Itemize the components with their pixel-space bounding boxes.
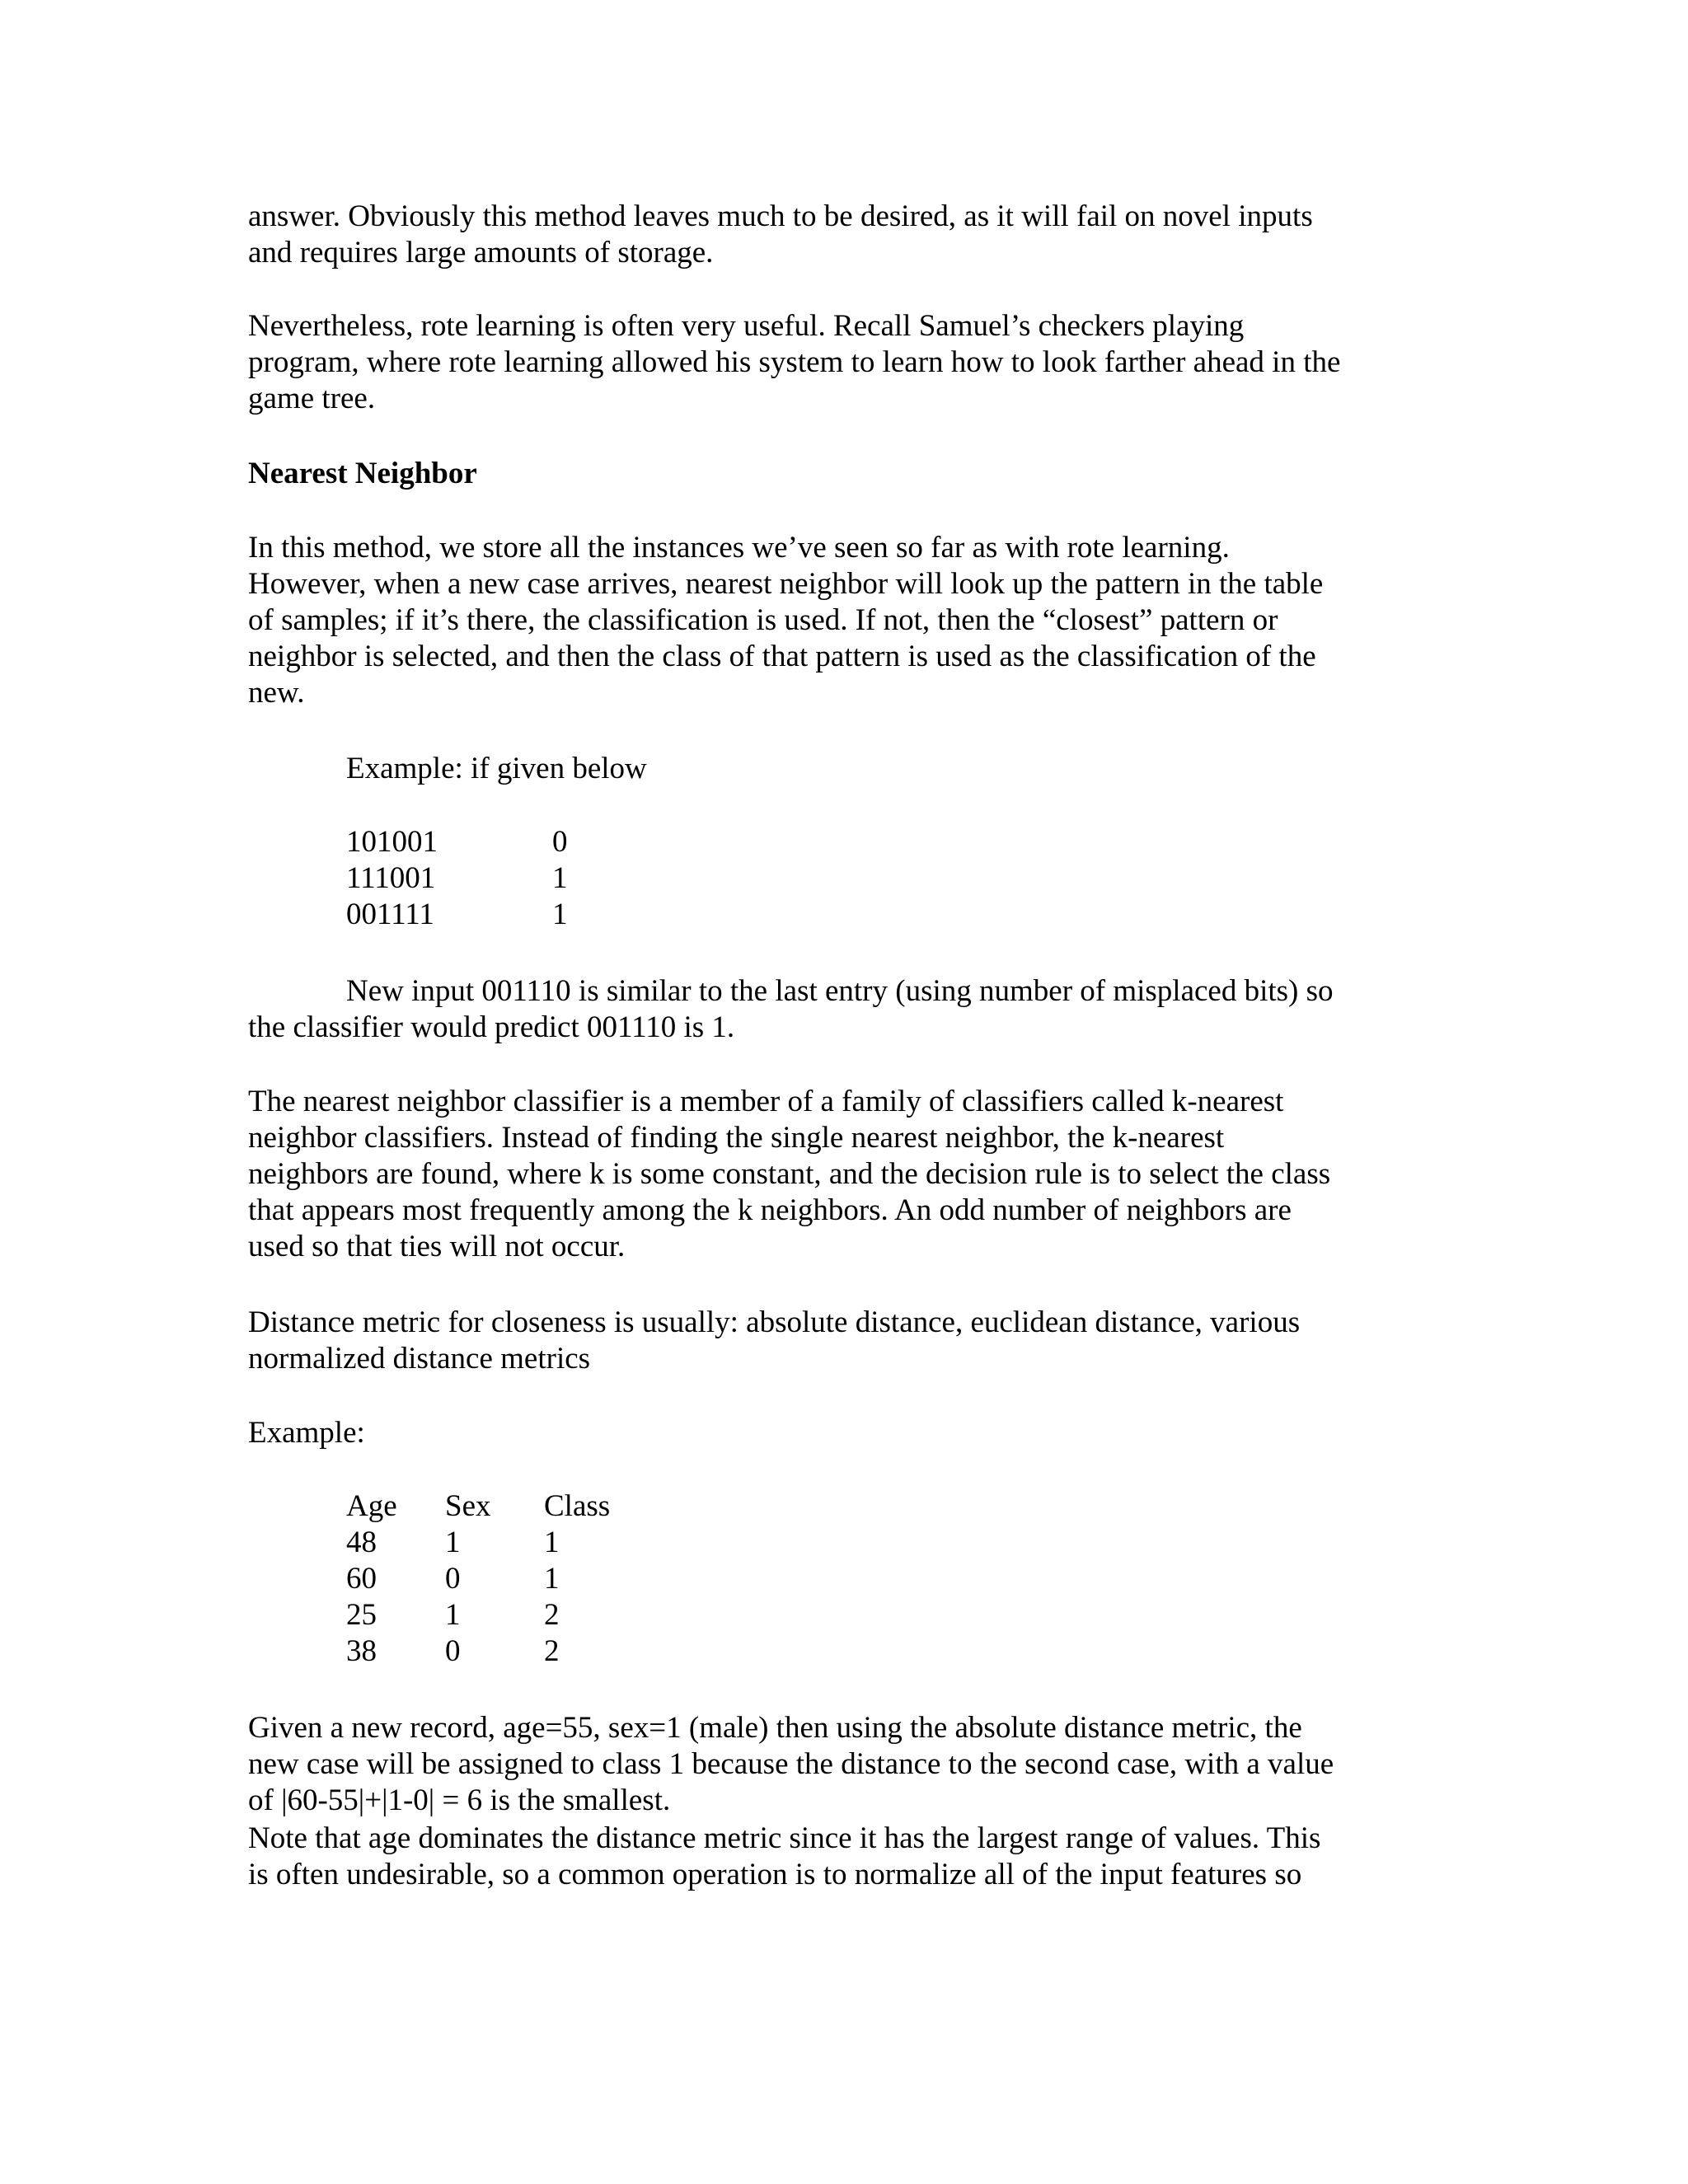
- heading-text: Nearest Neighbor: [248, 457, 477, 490]
- paragraph-rote-learning-useful: [248, 308, 1451, 417]
- column-header: Age: [346, 1489, 397, 1523]
- text-line: is often undesirable, so a common operation is to normalize all of the input features so: [248, 1858, 1302, 1891]
- paragraph-distance-metric: [248, 1305, 1451, 1377]
- table-cell: 0: [445, 1562, 461, 1596]
- text-line: neighbor classifiers. Instead of finding the single nearest neighbor, the k-nearest: [248, 1121, 1225, 1155]
- text-line: neighbors are found, where k is some constant, and the decision rule is to select the class: [248, 1157, 1331, 1191]
- paragraph-rote-learning-drawback: [248, 199, 1451, 271]
- table-cell: 60: [346, 1562, 377, 1596]
- table-cell: 1: [445, 1598, 461, 1632]
- text-line: the classifier would predict 001110 is 1.: [248, 1010, 735, 1044]
- text-line: Example: if given below: [346, 752, 647, 785]
- table-cell: 1: [544, 1526, 560, 1559]
- text-line: and requires large amounts of storage.: [248, 236, 714, 269]
- table-cell: 1: [552, 898, 568, 931]
- table-cell: 1: [544, 1562, 560, 1596]
- text-line: The nearest neighbor classifier is a member of a family of classifiers called k-nearest: [248, 1085, 1284, 1118]
- text-line: normalized distance metrics: [248, 1342, 591, 1376]
- text-line: Given a new record, age=55, sex=1 (male) then using the absolute distance metric, the: [248, 1711, 1302, 1745]
- text-line: of samples; if it’s there, the classification is used. If not, then the “closest” pattern or: [248, 603, 1278, 637]
- column-header: Sex: [445, 1489, 491, 1523]
- text-line: Example:: [248, 1416, 365, 1450]
- bits-example-table: [346, 824, 602, 933]
- text-line: answer. Obviously this method leaves much to be desired, as it will fail on novel inputs: [248, 199, 1313, 233]
- text-line: that appears most frequently among the k neighbors. An odd number of neighbors are: [248, 1193, 1292, 1227]
- table-cell: 2: [544, 1598, 560, 1632]
- table-cell: 0: [445, 1634, 461, 1668]
- table-cell: 25: [346, 1598, 377, 1632]
- example-intro: [346, 751, 1550, 787]
- table-cell: 2: [544, 1634, 560, 1668]
- example-intro: [248, 1415, 1451, 1451]
- age-sex-class-table: [346, 1488, 643, 1670]
- paragraph-new-input-example: [248, 973, 1451, 1046]
- table-cell: 48: [346, 1526, 377, 1559]
- table-row: [346, 1597, 643, 1633]
- text-line: program, where rote learning allowed his system to learn how to look farther ahead in the: [248, 345, 1341, 379]
- table-row: [346, 1561, 643, 1597]
- section-heading: [248, 456, 1451, 492]
- text-line: used so that ties will not occur.: [248, 1230, 626, 1263]
- table-cell: 101001: [346, 825, 438, 859]
- table-row: [346, 1633, 643, 1670]
- table-row: [346, 824, 602, 860]
- table-cell: 1: [445, 1526, 461, 1559]
- text-line: In this method, we store all the instances we’ve seen so far as with rote learning.: [248, 531, 1230, 565]
- paragraph-nearest-neighbor-method: [248, 530, 1451, 711]
- table-row: [346, 1525, 643, 1561]
- text-line: of |60-55|+|1-0| = 6 is the smallest.: [248, 1783, 671, 1817]
- paragraph-k-nearest: [248, 1084, 1451, 1265]
- paragraph-new-record-example: [248, 1710, 1451, 1819]
- text-line: game tree.: [248, 382, 376, 415]
- table-row: [346, 860, 602, 897]
- column-header: Class: [544, 1489, 611, 1523]
- table-cell: 1: [552, 861, 568, 895]
- text-line: new.: [248, 676, 305, 710]
- text-line: New input 001110 is similar to the last entry (using number of misplaced bits) so: [346, 974, 1334, 1008]
- text-line: However, when a new case arrives, nearest neighbor will look up the pattern in the table: [248, 567, 1324, 601]
- table-cell: 001111: [346, 898, 434, 931]
- table-cell: 111001: [346, 861, 436, 895]
- text-line: Distance metric for closeness is usually: absolute distance, euclidean distance, various: [248, 1305, 1301, 1339]
- paragraph-normalization: [248, 1821, 1451, 1893]
- text-line: Note that age dominates the distance metric since it has the largest range of values. This: [248, 1821, 1321, 1855]
- text-line: Nevertheless, rote learning is often very useful. Recall Samuel’s checkers playing: [248, 309, 1245, 343]
- text-line: new case will be assigned to class 1 because the distance to the second case, with a value: [248, 1747, 1334, 1781]
- table-cell: 38: [346, 1634, 377, 1668]
- table-header-row: [346, 1488, 643, 1525]
- text-line: neighbor is selected, and then the class of that pattern is used as the classification of the: [248, 640, 1316, 673]
- table-row: [346, 897, 602, 933]
- table-cell: 0: [552, 825, 568, 859]
